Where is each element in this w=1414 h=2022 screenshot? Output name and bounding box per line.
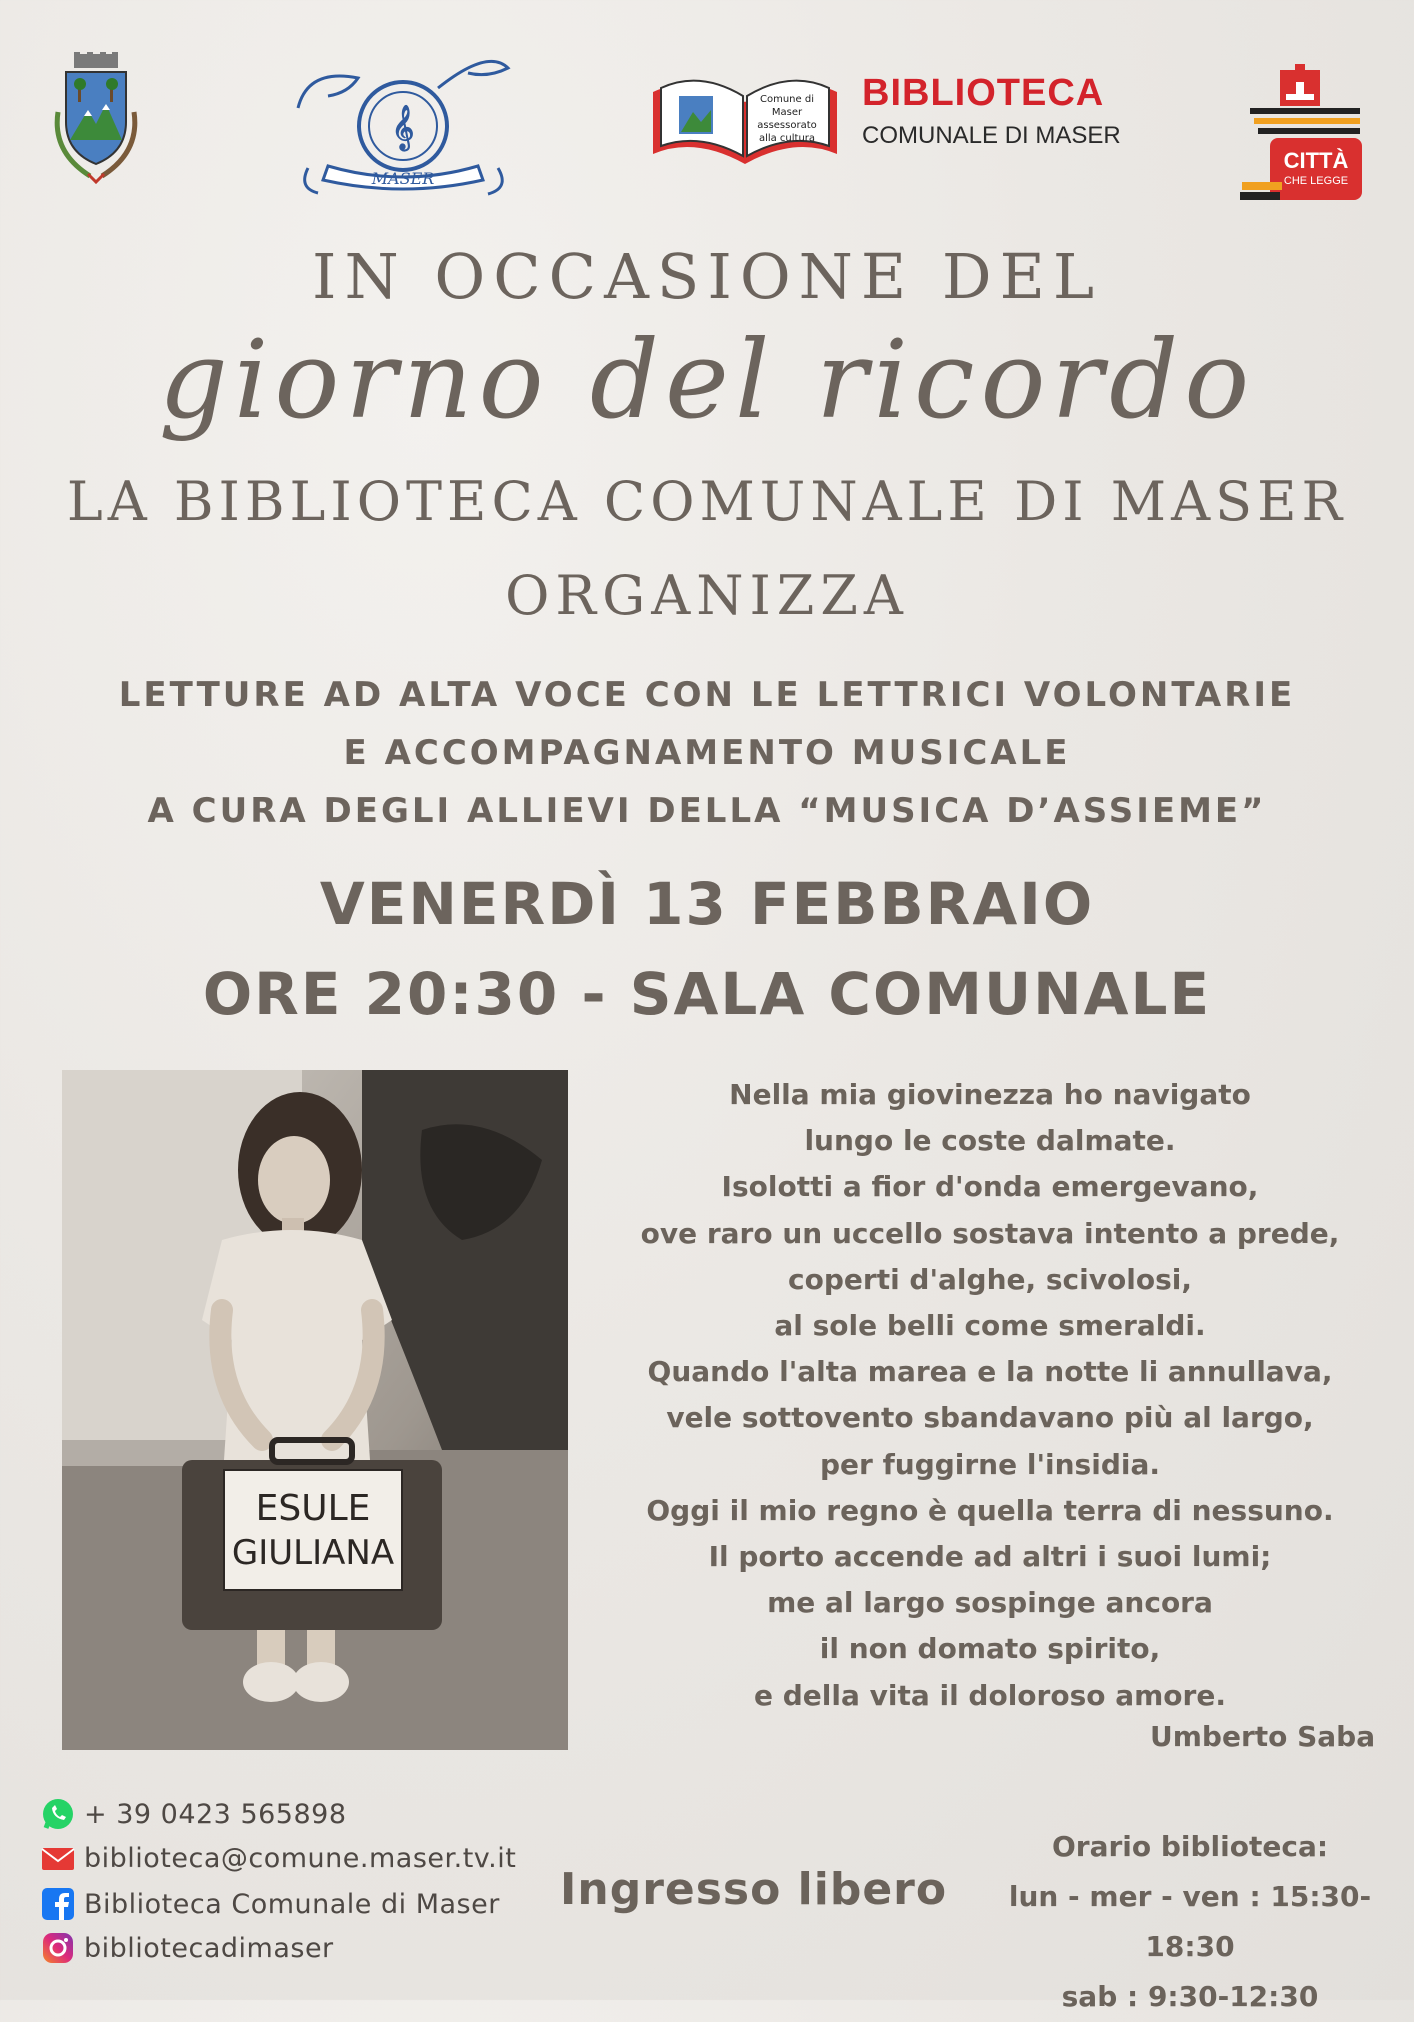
hours-title: Orario biblioteca: <box>1051 1830 1329 1863</box>
email-icon <box>40 1840 76 1876</box>
poem-line: lungo le coste dalmate. <box>804 1124 1176 1158</box>
poem-line: Oggi il mio regno è quella terra di nessuno. <box>646 1493 1334 1527</box>
poem-line: Isolotti a fior d'onda emergevano, <box>721 1170 1259 1204</box>
svg-text:𝄞: 𝄞 <box>391 104 415 149</box>
contact-instagram[interactable] <box>40 1926 334 1970</box>
poem-line: coperti d'alghe, scivolosi, <box>788 1262 1192 1296</box>
poem-line: ove raro un uccello sostava intento a prede, <box>640 1216 1340 1250</box>
free-entrance-text: Ingresso libero <box>560 1864 948 1915</box>
book-text-3: assessorato <box>757 120 817 131</box>
phone-number: + 39 0423 565898 <box>84 1798 347 1830</box>
event-time-place: ORE 20:30 - SALA COMUNALE <box>202 960 1212 1028</box>
poem-line: vele sottovento sbandavano più al largo, <box>666 1401 1314 1435</box>
citta-text: CITTÀ <box>1283 148 1349 173</box>
poem-line: al sole belli come smeraldi. <box>774 1309 1206 1343</box>
poem-line: e della vita il doloroso amore. <box>754 1678 1226 1712</box>
poem-author: Umberto Saba <box>1150 1720 1376 1753</box>
poem-line: Nella mia giovinezza ho navigato <box>729 1078 1251 1111</box>
maser-association-logo <box>288 48 518 198</box>
poem-line: per fuggirne l'insidia. <box>819 1447 1160 1481</box>
maser-logo-text: MASER <box>371 169 435 188</box>
open-book-logo-icon <box>645 62 845 172</box>
description-line: E ACCOMPAGNAMENTO MUSICALE <box>343 733 1071 773</box>
contact-facebook[interactable] <box>40 1882 500 1926</box>
library-title: BIBLIOTECA <box>862 72 1105 114</box>
heading-organizza: ORGANIZZA <box>505 564 909 627</box>
citta-che-legge-logo <box>1240 64 1372 204</box>
email-address: biblioteca@comune.maser.tv.it <box>84 1842 517 1874</box>
library-hours <box>990 1822 1390 2022</box>
library-subtitle: COMUNALE DI MASER <box>862 122 1121 149</box>
facebook-page-name: Biblioteca Comunale di Maser <box>84 1888 500 1920</box>
event-date: VENERDÌ 13 FEBBRAIO <box>319 870 1095 938</box>
poem-line: Il porto accende ad altri i suoi lumi; <box>708 1540 1272 1574</box>
sign-esule-text: ESULE <box>255 1488 371 1529</box>
contact-email[interactable] <box>40 1836 516 1880</box>
heading-giorno-del-ricordo: giorno del ricordo <box>158 318 1256 443</box>
description-line: LETTURE AD ALTA VOCE CON LE LETTRICI VOLONTARIE <box>118 675 1296 715</box>
facebook-icon <box>40 1886 76 1922</box>
poem-line: me al largo sospinge ancora <box>767 1586 1213 1620</box>
historical-photo <box>62 1070 568 1750</box>
event-description <box>0 666 1414 840</box>
hours-weekdays: lun - mer - ven : 15:30-18:30 <box>1008 1880 1372 1963</box>
book-text-2: Maser <box>771 107 803 118</box>
instagram-handle: bibliotecadimaser <box>84 1932 334 1964</box>
contact-phone[interactable] <box>40 1792 347 1836</box>
che-legge-text: CHE LEGGE <box>1283 175 1349 187</box>
sign-giuliana-text: GIULIANA <box>231 1533 395 1573</box>
poem-line: il non domato spirito, <box>819 1632 1161 1666</box>
hours-saturday: sab : 9:30-12:30 <box>1061 1980 1319 2013</box>
heading-biblioteca: LA BIBLIOTECA COMUNALE DI MASER <box>66 470 1348 533</box>
heading-occasione: IN OCCASIONE DEL <box>311 240 1103 313</box>
whatsapp-icon <box>40 1796 76 1832</box>
instagram-icon <box>40 1930 76 1966</box>
book-text-4: alla cultura <box>758 133 816 144</box>
poem-line: Quando l'alta marea e la notte li annullava, <box>647 1355 1333 1389</box>
book-text-1: Comune di <box>760 94 814 105</box>
poem <box>590 1072 1390 1719</box>
description-line: A CURA DEGLI ALLIEVI DELLA “MUSICA D’ASSIEME” <box>147 791 1267 831</box>
municipal-crest-icon <box>40 52 152 184</box>
